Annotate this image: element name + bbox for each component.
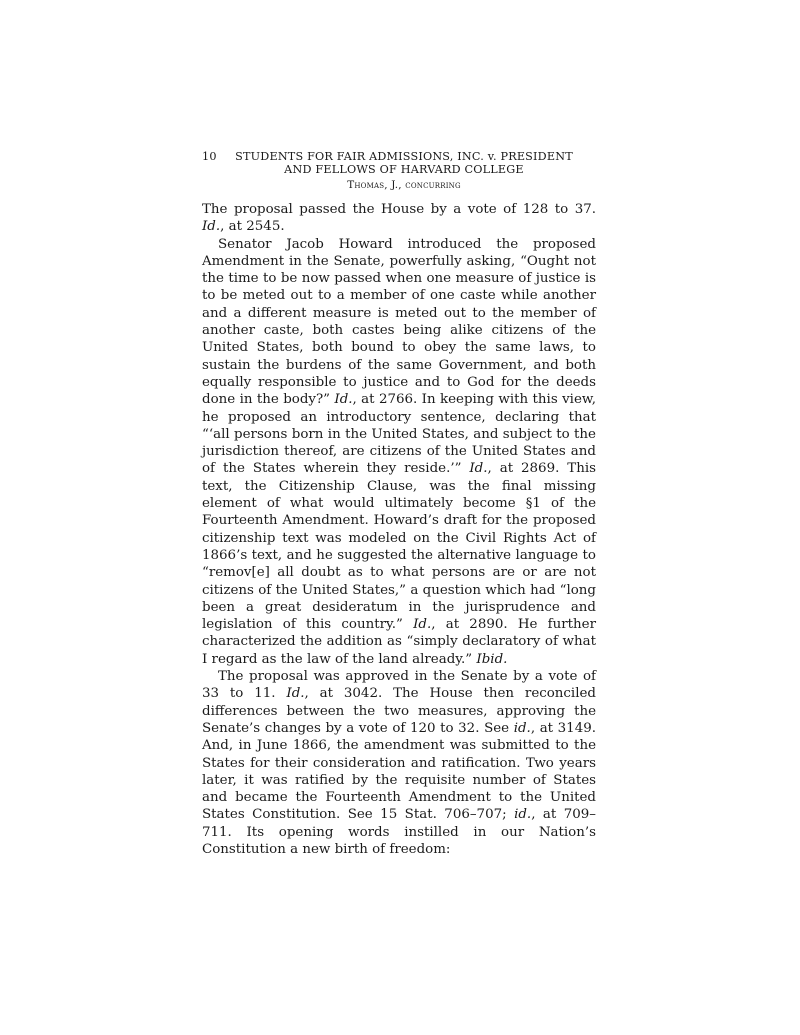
body-text-segment: The proposal passed the House by a vote of 128 to 37.: [202, 202, 596, 217]
opinion-body: [202, 201, 596, 858]
citation-text: Id.: [334, 392, 353, 408]
body-text-segment: , at 3149. And, in June 1866, the amendment was submitted to the States for their consideration and ratification. Two years later, it was ratified by the requisite number of States and became the Fourteenth Amendment to the United States Constitution. See 15 Stat. 706–707;: [202, 720, 596, 823]
case-title-line-2: AND FELLOWS OF HARVARD COLLEGE: [284, 163, 524, 176]
citation-text: Id.: [413, 617, 432, 633]
citation-text: id.: [514, 807, 532, 823]
running-head: [202, 150, 596, 192]
page-number: 10: [202, 150, 217, 163]
citation-text: Id.: [469, 461, 488, 477]
document-page: [202, 150, 596, 858]
paragraph-2: [202, 236, 596, 668]
body-text-segment: , at 2545.: [220, 219, 285, 235]
body-text-segment: , at 2766. In keeping with this view, he proposed an introductory sentence, declaring that “‘all persons born in the United States, and subject to the jurisdiction thereof, are citizens of the United States and of the States wherein they reside.’”: [202, 392, 596, 477]
citation-text: Id.: [286, 686, 305, 702]
body-text-segment: The proposal was approved in the Senate by a vote of 33 to 11.: [202, 669, 596, 702]
opinion-author: Thomas, J., concurring: [347, 179, 461, 191]
citation-text: id.: [513, 720, 531, 736]
paragraph-1: [202, 201, 596, 236]
body-text-segment: , at 2869. This text, the Citizenship Clause, was the final missing element of what would ultimately become §1 of the Fourteenth Amendment. Howard’s draft for the proposed citizenship text was modeled on the Civil Rights Act of 1866’s text, and he suggested the alternative language to “remov[e] all doubt as to what persons are or are not citizens of the United States,” a question which had “long been a great desideratum in the jurisprudence and legislation of this country.”: [202, 461, 597, 633]
body-text-segment: Senator Jacob Howard introduced the proposed Amendment in the Senate, powerfully asking, “Ought not the time to be now passed when one measure of justice is to be meted out to a member of one caste while another and a different measure is meted out to the member of another caste, both castes being alike citizens of the United States, both bound to obey the same laws, to sustain the burdens of the same Government, and both equally responsible to justice and to God for the deeds done in the body?”: [202, 236, 596, 408]
citation-text: Ibid.: [476, 651, 508, 667]
body-text-segment: , at 709–711. Its opening words instilled in our Nation’s Constitution a new birth of freedom:: [202, 807, 596, 857]
paragraph-3: [202, 668, 596, 858]
case-title-line-1: STUDENTS FOR FAIR ADMISSIONS, INC. v. PRESIDENT: [235, 150, 573, 163]
body-text-segment: , at 2890. He further characterized the addition as “simply declaratory of what I regard as the law of the land already.”: [202, 617, 596, 667]
citation-text: Id.: [202, 219, 221, 235]
body-text-segment: , at 3042. The House then reconciled differences between the two measures, approving the Senate’s changes by a vote of 120 to 32. See: [202, 686, 596, 736]
